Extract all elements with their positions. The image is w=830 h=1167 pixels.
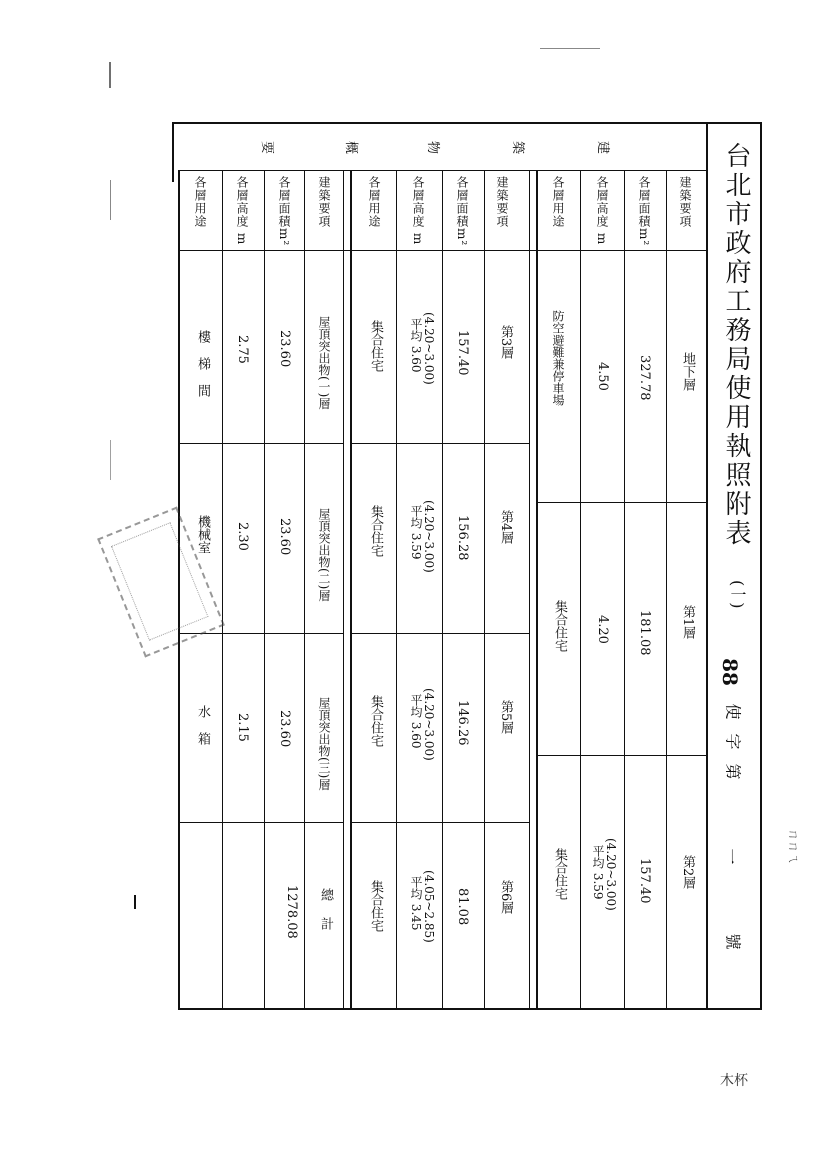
cell-area: 156.28 [455,515,470,561]
cell-use: 機械室 [195,515,210,554]
cell-height-range: (4.20~3.00) [422,500,436,573]
cell-height-range: (4.20~3.00) [422,688,436,761]
cell-item: 第1層 [680,605,695,640]
margin-mark [110,180,111,220]
cell-height-avg: 平均 3.59 [591,845,605,900]
cell-item: 屋頂突出物(二)層 [317,508,331,602]
side-heading-char: 物 [425,140,441,155]
label-use: 各層用途 [367,176,381,228]
cell-item: 屋頂突出物(一)層 [317,316,331,410]
permit-number-mark: 一 [721,848,741,865]
cell-area: 23.60 [277,330,292,368]
side-heading-char: 建 [595,140,611,155]
cell-height-range: (4.20~3.00) [422,312,436,385]
label-height: 各層高度 m [235,176,249,246]
permit-char-hao: 號 [723,933,743,950]
cell-use: 防空避難兼停車場 [551,310,565,406]
permit-char-zi: 字 [723,733,743,750]
cell-item: 第3層 [498,325,513,360]
cell-use: 集合住宅 [368,505,383,557]
cell-area: 181.08 [637,610,652,656]
permit-char-shi: 使 [723,703,743,720]
cell-item: 地下層 [680,352,695,391]
cell-area: 327.78 [637,355,652,401]
label-height: 各層高度 m [411,176,425,246]
label-item: 建築要項 [678,176,692,228]
form-title: 台北市政府工務局使用執照附表 [721,142,751,548]
cell-area: 146.26 [455,700,470,746]
label-area: 各層面積m² [637,176,651,247]
label-item: 建築要項 [317,176,331,228]
cell-use: 集合住宅 [368,880,383,932]
permit-year: 88 [717,658,742,686]
cell-use: 集合住宅 [368,320,383,372]
cell-height: 4.50 [595,362,610,391]
cell-height-range: (4.20~3.00) [604,838,618,911]
side-heading-char: 概 [343,140,359,155]
margin-mark [540,48,600,49]
cell-item: 第2層 [680,855,695,890]
cell-use: 水箱 [195,705,210,759]
margin-mark [109,62,111,88]
label-use: 各層用途 [551,176,565,228]
cell-height: 2.30 [235,522,250,551]
margin-mark [110,440,111,480]
label-area: 各層面積m² [277,176,291,247]
cell-height-range: (4.05~2.85) [422,870,436,943]
cell-area: 157.40 [637,858,652,904]
cell-area: 157.40 [455,330,470,376]
cell-item: 第5層 [498,700,513,735]
cell-item: 第4層 [498,510,513,545]
cell-height-avg: 平均 3.59 [409,505,423,560]
cell-use: 集合住宅 [552,848,567,900]
margin-mark [134,895,136,909]
cell-height-avg: 平均 3.60 [409,318,423,373]
form-title-suffix: (一) [728,580,747,609]
label-use: 各層用途 [193,176,207,228]
cell-item: 第6層 [498,880,513,915]
label-item: 建築要項 [495,176,509,228]
cell-use: 集合住宅 [552,600,567,652]
side-heading-char: 要 [259,140,275,155]
cell-height-avg: 平均 3.45 [409,876,423,931]
label-area: 各層面積m² [455,176,469,247]
cell-total-area: 1278.08 [284,885,299,939]
label-height: 各層高度 m [595,176,609,246]
cell-use: 集合住宅 [368,695,383,747]
cell-item: 屋頂突出物(三)層 [317,697,331,791]
cell-height: 2.75 [235,335,250,364]
cell-height-avg: 平均 3.60 [409,694,423,749]
permit-char-di: 第 [723,763,743,780]
side-heading-char: 築 [510,140,526,155]
margin-note-right: ㄇㄇㄟ [786,828,801,865]
cell-area: 23.60 [277,710,292,748]
cell-total-label: 總計 [318,888,333,946]
cell-height: 2.15 [235,713,250,742]
cell-area: 23.60 [277,518,292,556]
margin-note-bottom: 木杯 [720,1073,748,1089]
cell-height: 4.20 [595,615,610,644]
cell-use: 樓梯間 [195,330,210,411]
cell-area: 81.08 [455,888,470,926]
